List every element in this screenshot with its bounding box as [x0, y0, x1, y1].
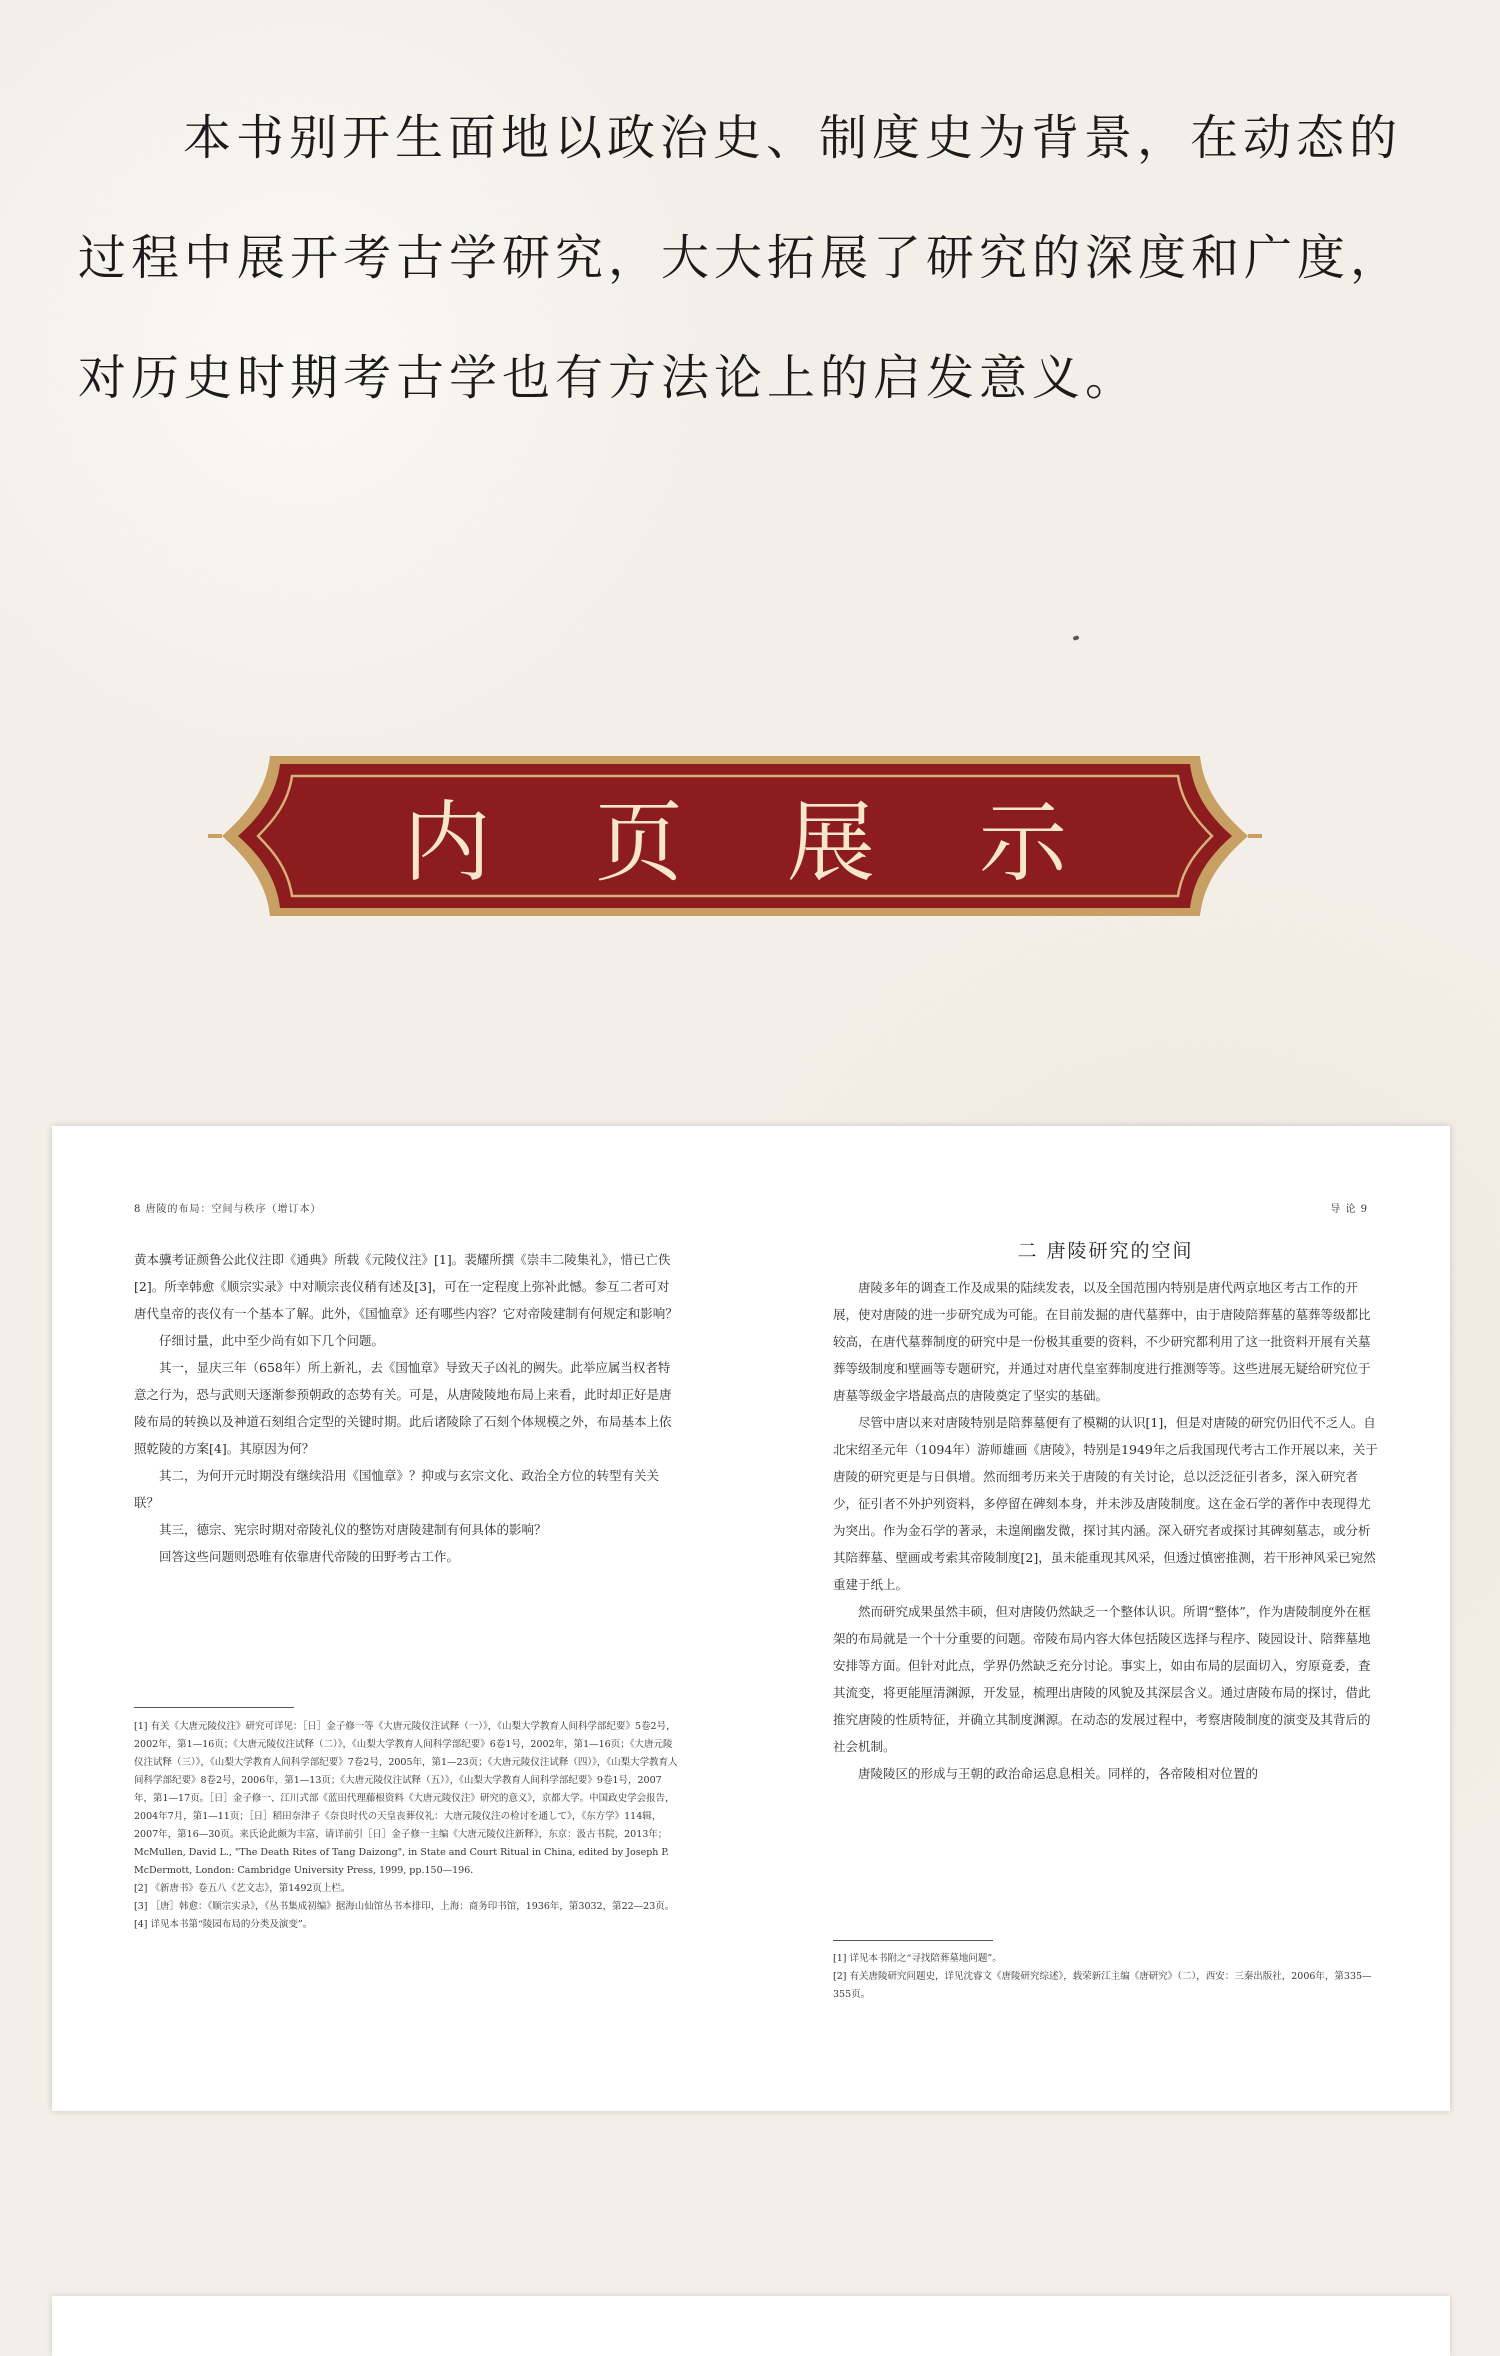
- left-footnote-rule: [134, 1707, 294, 1708]
- left-page: [52, 1126, 751, 2111]
- footnote: [4] 详见本书第“陵园布局的分类及演变”。: [134, 1919, 313, 1930]
- paper-speck: [1072, 635, 1079, 641]
- footnote: [3] ［唐］韩愈：《顺宗实录》，《丛书集成初编》据海山仙馆丛书本排印，上海：商务印书馆，1936年，第3032，第22—23页。: [134, 1901, 675, 1912]
- left-paragraph: 黄本骥考证颜鲁公此仪注即《通典》所载《元陵仪注》[1]。裴耀所撰《崇丰二陵集礼》，惜已亡佚[2]。所幸韩愈《顺宗实录》中对顺宗丧仪稍有述及[3]，可在一定程度上弥补此憾。参互二者可对唐代皇帝的丧仪有一个基本了解。此外，《国恤章》还有哪些内容？它对帝陵建制有何规定和影响？: [134, 1252, 678, 1321]
- footnote: [2] 《新唐书》卷五八《艺文志》，第1492页上栏。: [134, 1883, 351, 1894]
- book-spread-preview: [52, 1126, 1450, 2111]
- intro-line-3: 对历史时期考古学也有方法论上的启发意义。: [78, 350, 1139, 406]
- next-preview-card: [52, 2296, 1450, 2356]
- banner-title: 内 页 展 示: [403, 791, 1105, 894]
- footnote: [2] 有关唐陵研究问题史，详见沈睿文《唐陵研究综述》，载荣新江主编《唐研究》（二），西安：三秦出版社，2006年，第335—355页。: [833, 1971, 1372, 2000]
- left-footnotes: [134, 1718, 679, 1934]
- right-paragraph: 尽管中唐以来对唐陵特别是陪葬墓便有了模糊的认识[1]，但是对唐陵的研究仍旧代不乏人。自北宋绍圣元年（1094年）游师雄画《唐陵》，特别是1949年之后我国现代考古工作开展以来，关于唐陵的研究更是与日俱增。然而细考历来关于唐陵的有关讨论，总以泛泛征引者多，深入研究者少，征引者不外护列资料，多停留在碑刻本身，并未涉及唐陵制度。这在金石学的著作中表现得尤为突出。作为金石学的著录，未遑阐幽发微，探讨其内涵。深入研究者或探讨其碑刻墓志，或分析其陪葬墓、壁画或考索其帝陵制度[2]，虽未能重现其风采，但透过慎密推测，若干形神风采已宛然重建于纸上。: [833, 1415, 1378, 1592]
- intro-paragraph: [78, 78, 1438, 438]
- right-paragraph: 唐陵多年的调查工作及成果的陆续发表，以及全国范围内特别是唐代两京地区考古工作的开展，使对唐陵的进一步研究成为可能。在目前发掘的唐代墓葬中，由于唐陵陪葬墓的墓葬等级都比较高，在唐代墓葬制度的研究中是一份极其重要的资料，不少研究都利用了这一批资料开展有关墓葬等级制度和壁画等专题研究，并通过对唐代皇室葬制度进行推测等等。这些进展无疑给研究位于唐墓等级金字塔最高点的唐陵奠定了坚实的基础。: [833, 1280, 1371, 1403]
- footnote: [1] 有关《大唐元陵仪注》研究可详见：［日］金子修一等《大唐元陵仪注试释（一）》，《山梨大学教育人间科学部纪要》5卷2号，2002年，第1—16页；《大唐元陵仪注试释（二）》，《山梨大学教育人间科学部纪要》6卷1号，2002年，第1—16页；《大唐元陵仪注试释（三）》，《山梨大学教育人间科学部纪要》7卷2号，2005年，第1—23页；《大唐元陵仪注试释（四）》，《山梨大学教育人间科学部纪要》8卷2号，2006年，第1—13页；《大唐元陵仪注试释（五）》，《山梨大学教育人间科学部纪要》9卷1号，2007年，第1—17页。［日］金子修一、江川式部《蓝田代理藤根资料《大唐元陵仪注》研究的意义》，京都大学。中国政史学会报告，2004年7月，第1—11页；［日］稻田奈津子《奈良时代の天皇丧葬仪礼：大唐元陵仪注の检讨を通して》，《东方学》114辑，2007年，第16—30页。来氏论此颇为丰富，请详前引［日］金子修一主编《大唐元陵仪注新释》，东京：汲古书院，2013年；McMullen, David L., "The Death Rites of Tang Daizong", in State and Court Ritual in China, edited by Joseph P. McDermott, London: Cambridge University Press, 1999, pp.150—196.: [134, 1721, 678, 1876]
- left-paragraph: 其三，德宗、宪宗时期对帝陵礼仪的整饬对唐陵建制有何具体的影响？: [159, 1522, 547, 1537]
- right-paragraph: 然而研究成果虽然丰硕，但对唐陵仍然缺乏一个整体认识。所谓“整体”，作为唐陵制度外在框架的布局就是一个十分重要的问题。帝陵布局内容大体包括陵区选择与程序、陵园设计、陪葬墓地安排等方面。但针对此点，学界仍然缺乏充分讨论。事实上，如由布局的层面切入，穷原竟委，査其流变，将更能厘清渊源，开发显，梳理出唐陵的风貌及其深层含义。通过唐陵布局的探讨，借此推究唐陵的性质特征，并确立其制度渊源。在动态的发展过程中，考察唐陵制度的演变及其背后的社会机制。: [833, 1604, 1371, 1754]
- section-heading: 二 唐陵研究的空间: [1017, 1240, 1194, 1262]
- right-running-head: 导 论 9: [1330, 1204, 1368, 1215]
- footnote: [1] 详见本书附之“寻找陪葬墓地问题”。: [833, 1953, 1002, 1964]
- left-paragraph: 回答这些问题则恐唯有依靠唐代帝陵的田野考古工作。: [159, 1549, 460, 1564]
- left-running-head: 8 唐陵的布局：空间与秩序（增订本）: [134, 1204, 322, 1215]
- section-banner: [208, 742, 1262, 930]
- right-footnotes: [833, 1950, 1378, 2004]
- right-body-text: [833, 1274, 1378, 1787]
- right-paragraph: 唐陵陵区的形成与王朝的政治命运息息相关。同样的，各帝陵相对位置的: [858, 1766, 1259, 1781]
- left-paragraph: 其一，显庆三年（658年）所上新礼，去《国恤章》导致天子凶礼的阙失。此举应属当权者特意之行为，恐与武则天逐渐参预朝政的态势有关。可是，从唐陵陵地布局上来看，此时却正好是唐陵布局的转换以及神道石刻组合定型的关键时期。此后诸陵除了石刻个体规模之外，布局基本上依照乾陵的方案[4]。其原因为何？: [134, 1360, 672, 1456]
- left-paragraph: 其二，为何开元时期没有继续沿用《国恤章》？抑或与玄宗文化、政治全方位的转型有关关联？: [134, 1468, 660, 1510]
- left-body-text: [134, 1246, 679, 1570]
- left-paragraph: 仔细讨量，此中至少尚有如下几个问题。: [159, 1333, 385, 1348]
- intro-line-1: 本书别开生面地以政治史、制度史为背景，在动态的: [183, 110, 1403, 166]
- intro-line-2: 过程中展开考古学研究，大大拓展了研究的深度和广度，: [78, 230, 1404, 286]
- right-page: [751, 1126, 1450, 2111]
- right-footnote-rule: [833, 1940, 993, 1941]
